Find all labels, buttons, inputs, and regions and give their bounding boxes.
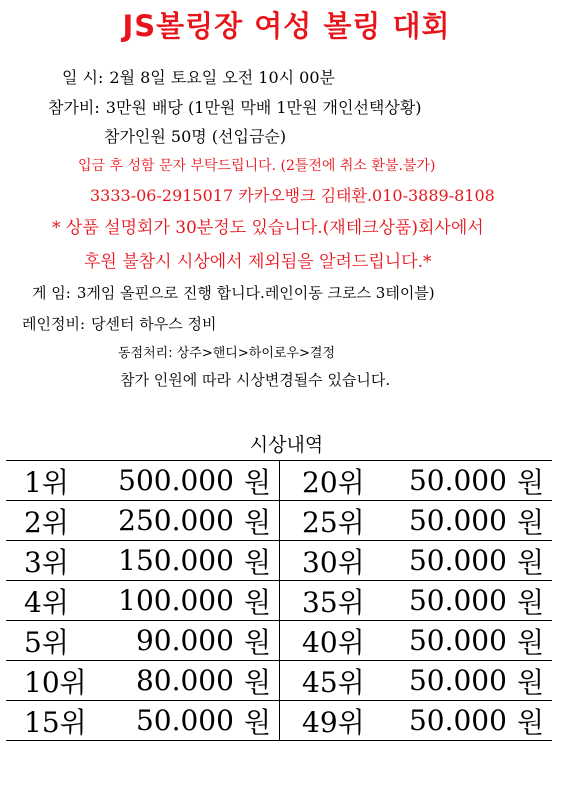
prize-cell-left <box>6 661 280 701</box>
prize-cell-left <box>6 581 280 621</box>
prize-cell-right <box>280 621 553 661</box>
notice-line-2: 후원 불참시 시상에서 제외됨을 알려드립니다.* <box>84 252 432 272</box>
prize-entry <box>280 501 552 540</box>
prize-cell-right <box>280 701 553 741</box>
fee-label: 참가비: <box>48 98 100 117</box>
prize-unit: 원 <box>516 585 544 619</box>
deposit-note: 입금 후 성함 문자 부탁드립니다. (2틀전에 취소 환불.불가) <box>78 158 436 174</box>
prize-caption: 시상내역 <box>249 434 324 456</box>
prize-amount: 50.000 <box>408 544 507 577</box>
prize-rank: 2위 <box>24 505 69 539</box>
prize-rank: 1위 <box>24 465 69 499</box>
prize-table-body <box>6 461 552 741</box>
prize-rank: 3위 <box>24 545 69 579</box>
prize-cell-right <box>280 581 553 621</box>
prize-entry <box>6 461 279 500</box>
prize-unit: 원 <box>516 705 544 739</box>
prize-unit: 원 <box>243 505 271 539</box>
lane-line <box>22 314 216 334</box>
prize-amount: 50.000 <box>408 504 507 537</box>
prize-row <box>6 621 552 661</box>
prize-entry <box>280 661 552 700</box>
game-value: 3게임 올핀으로 진행 합니다.레인이동 크로스 3테이블) <box>76 284 435 302</box>
fee-line <box>48 98 422 118</box>
prize-unit: 원 <box>516 545 544 579</box>
page-title: JS볼링장 여성 볼링 대회 <box>122 9 451 43</box>
date-line <box>62 68 335 88</box>
prize-entry <box>6 661 279 700</box>
prize-rank: 40위 <box>302 625 365 659</box>
prize-row <box>6 541 552 581</box>
prize-rank: 5위 <box>24 625 69 659</box>
prize-amount: 50.000 <box>408 704 507 737</box>
prize-table <box>6 460 552 741</box>
prize-cell-left <box>6 621 280 661</box>
prize-entry <box>280 581 552 620</box>
prize-cell-left <box>6 461 280 501</box>
prize-amount: 80.000 <box>135 664 234 697</box>
prize-entry <box>280 541 552 580</box>
game-label: 게 임: <box>32 284 71 302</box>
notice-line-1: * 상품 설명회가 30분정도 있습니다.(재테크상품)회사에서 <box>52 218 484 238</box>
prize-cell-right <box>280 541 553 581</box>
prize-rank: 45위 <box>302 665 365 699</box>
prize-rank: 35위 <box>302 585 365 619</box>
prize-unit: 원 <box>243 625 271 659</box>
change-note: 참가 인원에 따라 시상변경될수 있습니다. <box>120 371 391 389</box>
prize-amount: 50.000 <box>408 464 507 497</box>
prize-unit: 원 <box>516 665 544 699</box>
prize-rank: 20위 <box>302 465 365 499</box>
participants-line: 참가인원 50명 (선입금순) <box>104 127 287 146</box>
prize-entry <box>280 701 552 740</box>
prize-amount: 100.000 <box>118 584 234 617</box>
prize-entry <box>280 621 552 660</box>
fee-value: 3만원 배당 (1만원 막배 1만원 개인선택상황) <box>105 98 422 117</box>
prize-unit: 원 <box>243 465 271 499</box>
prize-amount: 250.000 <box>118 504 234 537</box>
game-line <box>32 283 435 303</box>
prize-cell-right <box>280 501 553 541</box>
prize-cell-right <box>280 461 553 501</box>
prize-amount: 90.000 <box>135 624 234 657</box>
prize-unit: 원 <box>516 625 544 659</box>
prize-entry <box>6 501 279 540</box>
prize-entry <box>6 701 279 740</box>
lane-value: 당센터 하우스 정비 <box>91 315 217 333</box>
date-label: 일 시: <box>62 68 104 87</box>
prize-amount: 50.000 <box>408 664 507 697</box>
prize-row <box>6 461 552 501</box>
prize-unit: 원 <box>516 465 544 499</box>
prize-unit: 원 <box>243 585 271 619</box>
prize-rank: 15위 <box>24 705 87 739</box>
prize-amount: 150.000 <box>118 544 234 577</box>
prize-row <box>6 701 552 741</box>
prize-amount: 50.000 <box>408 584 507 617</box>
prize-unit: 원 <box>516 505 544 539</box>
prize-amount: 500.000 <box>118 464 234 497</box>
prize-amount: 50.000 <box>408 624 507 657</box>
prize-entry <box>6 621 279 660</box>
tiebreak-rule: 동점처리: 상주>핸디>하이로우>결정 <box>118 346 336 361</box>
prize-entry <box>280 461 552 500</box>
prize-rank: 25위 <box>302 505 365 539</box>
prize-unit: 원 <box>243 665 271 699</box>
prize-row <box>6 661 552 701</box>
prize-cell-left <box>6 541 280 581</box>
prize-rank: 4위 <box>24 585 69 619</box>
prize-row <box>6 501 552 541</box>
prize-row <box>6 581 552 621</box>
prize-unit: 원 <box>243 705 271 739</box>
prize-rank: 30위 <box>302 545 365 579</box>
prize-cell-right <box>280 661 553 701</box>
prize-rank: 10위 <box>24 665 87 699</box>
prize-cell-left <box>6 701 280 741</box>
lane-label: 레인정비: <box>22 315 86 333</box>
date-value: 2월 8일 토요일 오전 10시 00분 <box>109 68 336 87</box>
prize-rank: 49위 <box>302 705 365 739</box>
prize-entry <box>6 541 279 580</box>
prize-entry <box>6 581 279 620</box>
prize-unit: 원 <box>243 545 271 579</box>
account-info: 3333-06-2915017 카카오뱅크 김태환.010-3889-8108 <box>90 186 495 205</box>
prize-amount: 50.000 <box>135 704 234 737</box>
prize-cell-left <box>6 501 280 541</box>
